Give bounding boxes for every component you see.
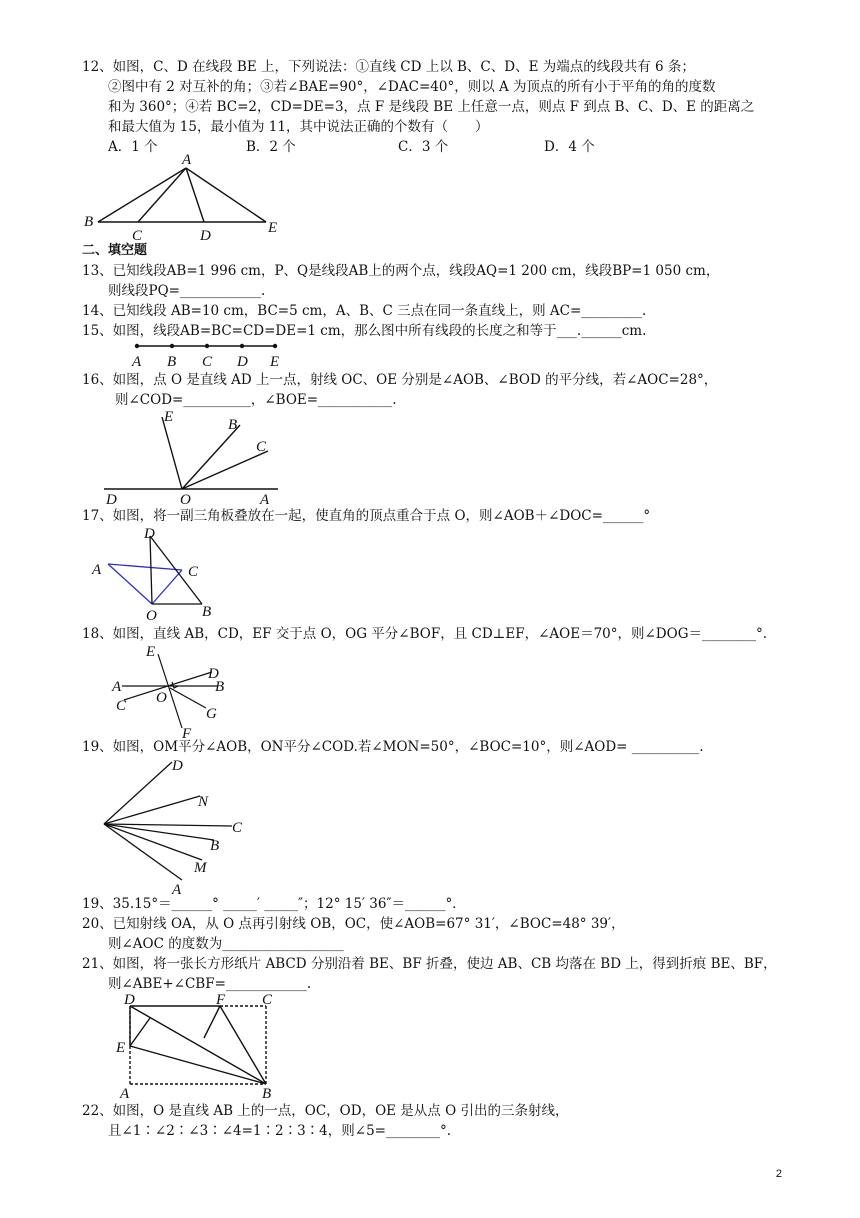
q20-line1: 20、已知射线 OA，从 O 点再引射线 OB，OC，使∠AOB=67° 31′，∠BOC=48° 39′， (82, 916, 625, 932)
q16-label-b: B (228, 417, 238, 433)
q14-text: 14、已知线段 AB=10 cm，BC=5 cm，A、B、C 三点在同一条直线上，则 AC=_________. (82, 303, 647, 319)
q12-figure (80, 150, 290, 242)
q16-label-o: O (180, 492, 191, 508)
q19-label-m: M (194, 860, 207, 876)
q12-option-d: D．4 个 (544, 139, 595, 155)
q12-label-d: D (200, 228, 211, 244)
q17-label-a: A (92, 562, 102, 578)
q19-label-n: N (198, 794, 209, 810)
q21-figure (110, 988, 280, 1100)
q18-text: 18、如图，直线 AB，CD，EF 交于点 O，OG 平分∠BOF，且 CD⊥EF，∠AOE＝70°，则∠DOG＝________°. (82, 626, 768, 642)
q18-label-f: F (182, 726, 192, 742)
q12-option-c: C．3 个 (398, 139, 449, 155)
q12-line2: ②图中有 2 对互补的角；③若∠BAE=90°，∠DAC=40°，则以 A 为顶点的所有小于平角的角的度数 (108, 79, 716, 95)
q19-label-d: D (172, 758, 183, 774)
q12-line4: 和最大值为 15，最小值为 11，其中说法正确的个数有（ ） (108, 119, 489, 135)
q20-line2: 则∠AOC 的度数为__________________ (108, 936, 344, 952)
section-heading: 二、填空题 (82, 243, 148, 258)
q15-label-a: A (132, 354, 142, 370)
q22-line1: 22、如图，O 是直线 AB 上的一点，OC，OD，OE 是从点 O 引出的三条射线， (82, 1103, 569, 1119)
q12-label-e: E (268, 220, 278, 236)
q17-figure (88, 524, 228, 624)
q12-label-c: C (132, 228, 143, 244)
q15-label-d: D (237, 354, 248, 370)
q12-option-b: B．2 个 (246, 139, 296, 155)
q21-line1: 21、如图，将一张长方形纸片 ABCD 分别沿着 BE、BF 折叠，使边 AB、CB 均落在 BD 上，得到折痕 BE、BF， (82, 956, 777, 972)
q17-label-o: O (146, 608, 157, 624)
q13-line1: 13、已知线段AB=1 996 cm，P、Q是线段AB上的两个点，线段AQ=1 200 cm，线段BP=1 050 cm， (82, 263, 720, 279)
q21-label-a: A (120, 1086, 130, 1102)
q21-label-d: D (124, 992, 135, 1008)
q21-label-f: F (216, 992, 226, 1008)
q12-line1: 12、如图，C、D 在线段 BE 上，下列说法：①直线 CD 上以 B、C、D、E 为端点的线段共有 6 条； (82, 59, 695, 75)
q19-text: 19、如图，OM平分∠AOB，ON平分∠COD.若∠MON=50°，∠BOC=10°，则∠AOD= __________. (82, 739, 704, 755)
q22-line2: 且∠1∶∠2∶∠3∶∠4=1∶2∶3∶4，则∠5=________°. (108, 1123, 452, 1139)
q21-label-c: C (262, 992, 273, 1008)
q18-label-c: C (116, 698, 127, 714)
q15-label-c: C (202, 354, 213, 370)
q19-label-b: B (210, 838, 220, 854)
q17-label-d: D (144, 526, 155, 542)
q16-label-a: A (260, 492, 270, 508)
q15-text: 15、如图，线段AB=BC=CD=DE=1 cm，那么图中所有线段的长度之和等于___.______cm. (82, 323, 647, 339)
q12-label-b: B (84, 214, 94, 230)
page-number: 2 (775, 1168, 782, 1180)
q12-label-a: A (182, 152, 192, 168)
q17-label-b: B (202, 604, 212, 620)
q12-line3: 和为 360°；④若 BC=2，CD=DE=3，点 F 是线段 BE 上任意一点，则点 F 到点 B、C、D、E 的距离之 (108, 99, 755, 115)
q19-figure (98, 756, 258, 896)
q21-label-e: E (116, 1040, 126, 1056)
q19-label-a: A (172, 882, 182, 898)
q15-figure (125, 340, 295, 370)
q17-label-c: C (188, 564, 199, 580)
q18-figure (108, 644, 238, 742)
q18-label-d: D (208, 666, 219, 682)
q16-figure (100, 405, 300, 508)
q16-line2: 则∠COD=__________，∠BOE=___________. (115, 392, 397, 408)
q16-label-d: D (106, 492, 117, 508)
q12-option-a: A．1 个 (108, 139, 158, 155)
q18-label-o: O (156, 690, 167, 706)
q18-label-a: A (112, 679, 122, 695)
q21-line2: 则∠ABE+∠CBF=____________. (108, 976, 312, 992)
q16-line1: 16、如图，点 O 是直线 AD 上一点，射线 OC、OE 分别是∠AOB、∠BOD 的平分线，若∠AOC=28°， (82, 372, 718, 388)
q16-label-c: C (256, 439, 267, 455)
q19b-text: 19、35.15°＝______° _____′ _____″；12° 15′ 36″＝______°． (82, 896, 466, 912)
q15-label-e: E (270, 354, 280, 370)
q18-label-b: B (215, 679, 225, 695)
q18-label-g: G (206, 706, 217, 722)
q13-line2: 则线段PQ=____________. (108, 283, 266, 299)
q18-label-e: E (146, 644, 156, 660)
q19-label-c: C (232, 820, 243, 836)
q21-label-b: B (262, 1086, 272, 1102)
q16-label-e: E (164, 409, 174, 425)
q17-text: 17、如图，将一副三角板叠放在一起，使直角的顶点重合于点 O，则∠AOB＋∠DOC=______° (82, 508, 651, 524)
q15-label-b: B (167, 354, 177, 370)
